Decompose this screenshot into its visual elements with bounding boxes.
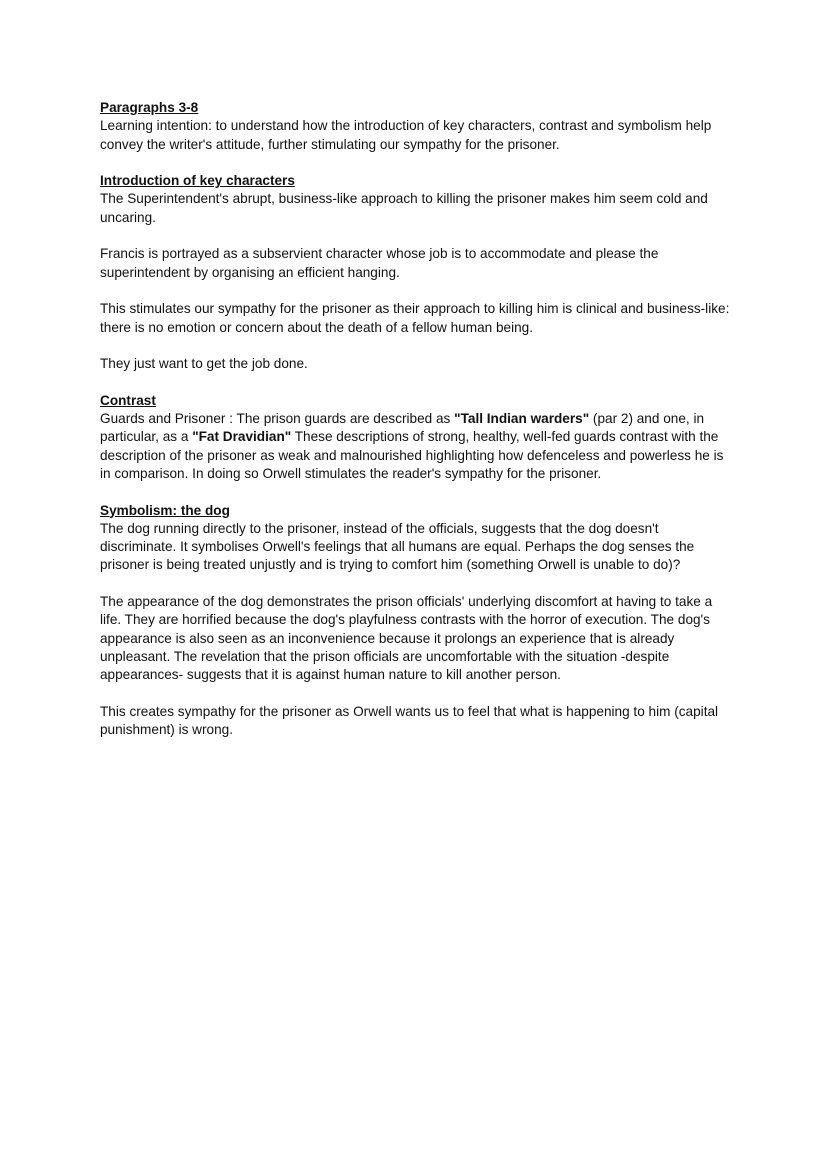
spacer [100,483,732,501]
document-page [100,99,732,739]
job-done-paragraph: They just want to get the job done. [100,356,308,372]
spacer [100,282,732,300]
dog-paragraph-1: The dog running directly to the prisoner, instead of the officials, suggests that the dog doesn't discriminate. It symbolises Orwell's feelings that all humans are equal. Perhaps the dog senses the prisoner is being treated unjustly and is trying to comfort him (something Orwell is unable to do)? [100,520,695,573]
contrast-paragraph [100,410,732,483]
spacer [100,337,732,355]
spacer [100,373,732,391]
quote-tall-indian-warders: "Tall Indian warders" [454,411,590,427]
superintendent-paragraph: The Superintendent's abrupt, business-like approach to killing the prisoner makes him seem cold and uncaring. [100,191,708,225]
contrast-text-c: These descriptions of strong, healthy, well-fed guards contrast with the description of the prisoner as weak and malnourished highlighting how defenceless and powerless he is in comparison. In doing so Orwell stimulates the reader's sympathy for the prisoner. [100,429,724,481]
dog-paragraph-3: This creates sympathy for the prisoner as Orwell wants us to feel that what is happening to him (capital punishment) is wrong. [100,703,719,738]
section-heading-paragraphs: Paragraphs 3-8 [100,100,199,115]
learning-intention: Learning intention: to understand how the introduction of key characters, contrast and symbolism help convey the writer's attitude, further stimulating our sympathy for the prisoner. [100,118,712,152]
dog-paragraph-2: The appearance of the dog demonstrates the prison officials' underlying discomfort at having to take a life. They are horrified because the dog's playfulness contrasts with the horror of execution. The dog's appearance is also seen as an inconvenience because it prolongs an experience that is already unpleasant. The revelation that the prison officials are uncomfortable with the situation -despite appearances- suggests that it is against human nature to kill another person. [100,594,713,683]
spacer [100,227,732,245]
section-heading-key-characters: Introduction of key characters [100,173,295,189]
spacer [100,685,732,703]
contrast-text-a: Guards and Prisoner : The prison guards are described as [100,411,455,427]
quote-fat-dravidian: "Fat Dravidian" [192,429,292,445]
sympathy-paragraph: This stimulates our sympathy for the prisoner as their approach to killing him is clinical and business-like: there is no emotion or concern about the death of a fellow human being. [100,301,730,335]
spacer [100,575,732,593]
section-heading-contrast: Contrast [100,392,156,408]
contrast-text-b: (par 2) and one, in particular, as a [100,411,705,445]
spacer [100,154,732,172]
francis-paragraph: Francis is portrayed as a subservient character whose job is to accommodate and please the superintendent by organising an efficient hanging. [100,246,659,280]
section-heading-symbolism: Symbolism: the dog [100,502,230,518]
